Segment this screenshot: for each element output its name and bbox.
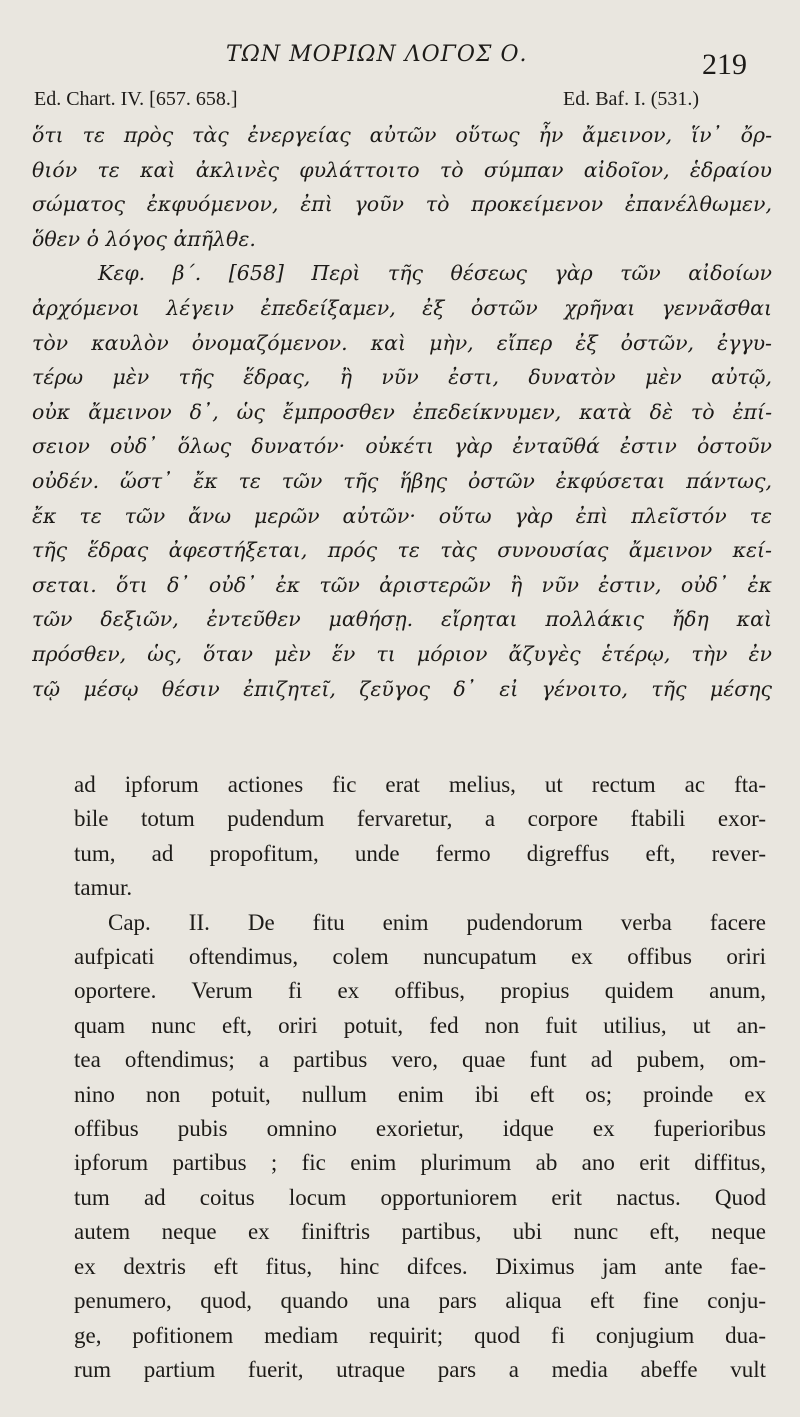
greek-line: Κεφ. β΄. [658] Περὶ τῆς θέσεως γὰρ τῶν αἰδοίων <box>98 261 772 286</box>
edition-reference-left: Ed. Chart. IV. [657. 658.] <box>34 88 238 110</box>
latin-line: penumero, quod, quando una pars aliqua eft fine conju- <box>74 1288 766 1314</box>
greek-line: οὐκ ἄμεινον δ᾽, ὡς ἔμπροσθεν ἐπεδείκνυμεν, κατὰ δὲ τὸ ἐπί- <box>32 399 772 424</box>
latin-line: ipforum partibus ; fic enim plurimum ab ano erit diffitus, <box>74 1150 766 1176</box>
latin-line: aufpicati oftendimus, colem nuncupatum ex offibus oriri <box>74 944 766 970</box>
greek-line: τῶν δεξιῶν, ἐντεῦθεν μαθήσῃ. εἴρηται πολλάκις ἤδη καὶ <box>32 607 772 632</box>
greek-line: τῷ μέσῳ θέσιν ἐπιζητεῖ, ζεῦγος δ᾽ εἰ γένοιτο, τῆς μέσης <box>32 676 772 701</box>
page-number: 219 <box>702 48 747 81</box>
greek-line: σώματος ἐκφυόμενον, ἐπὶ γοῦν τὸ προκείμενον ἐπανέλθωμεν, <box>32 192 772 217</box>
latin-line: tum ad coitus locum opportuniorem erit nactus. Quod <box>74 1184 766 1210</box>
running-head <box>0 38 800 81</box>
latin-line: rum partium fuerit, utraque pars a media abeffe vult <box>74 1356 766 1382</box>
edition-reference-right: Ed. Baf. I. (531.) <box>563 88 700 110</box>
latin-line: autem neque ex finiftris partibus, ubi nunc eft, neque <box>74 1219 766 1245</box>
greek-line: ἀρχόμενοι λέγειν ἐπεδείξαμεν, ἐξ ὀστῶν χρῆναι γεννᾶσθαι <box>32 295 772 320</box>
latin-line: tum, ad propofitum, unde fermo digreffus eft, rever- <box>74 840 766 866</box>
latin-line: ad ipforum actiones fic erat melius, ut rectum ac fta- <box>74 772 766 797</box>
latin-line: bile totum pudendum fervaretur, a corpore ftabili exor- <box>74 806 766 832</box>
greek-line: ἔκ τε τῶν ἄνω μερῶν αὐτῶν· οὕτω γὰρ ἐπὶ πλεῖστόν τε <box>32 503 772 528</box>
latin-line: quam nunc eft, oriri potuit, fed non fuit utilius, ut an- <box>74 1012 766 1038</box>
latin-line: tamur. <box>74 875 133 901</box>
greek-line: θιόν τε καὶ ἀκλινὲς φυλάττοιτο τὸ σύμπαν αἰδοῖον, ἑδραίου <box>32 157 772 182</box>
greek-line: τέρω μὲν τῆς ἕδρας, ἢ νῦν ἐστι, δυνατὸν μὲν αὐτῷ, <box>32 365 772 390</box>
latin-line: Cap. II. De fitu enim pudendorum verba facere <box>108 909 766 935</box>
greek-line: ὅθεν ὁ λόγος ἀπῆλθε. <box>32 226 256 251</box>
greek-line: πρόσθεν, ὡς, ὅταν μὲν ἕν τι μόριον ἄζυγὲς ἑτέρῳ, τὴν ἐν <box>32 641 772 666</box>
greek-line: οὐδέν. ὥστ᾽ ἔκ τε τῶν τῆς ἥβης ὀστῶν ἐκφύσεται πάντως, <box>32 468 772 493</box>
greek-line: τὸν καυλὸν ὀνομαζόμενον. καὶ μὴν, εἴπερ ἐξ ὀστῶν, ἐγγυ- <box>32 330 772 355</box>
greek-line: ὅτι τε πρὸς τὰς ἐνεργείας αὐτῶν οὕτως ἦν ἄμεινον, ἵν᾽ ὄρ- <box>32 123 772 147</box>
latin-line: ex dextris eft fitus, hinc difces. Diximus jam ante fae- <box>74 1253 766 1279</box>
latin-line: tea oftendimus; a partibus vero, quae funt ad pubem, om- <box>74 1047 766 1073</box>
latin-line: nino non potuit, nullum enim ibi eft os; proinde ex <box>74 1081 766 1107</box>
latin-text-block <box>74 768 766 1387</box>
latin-line: offibus pubis omnino exorietur, idque ex fuperioribus <box>74 1116 766 1142</box>
running-title: ΤΩΝ ΜΟΡΙΩΝ ΛΟΓΟΣ Ο. <box>226 42 528 67</box>
greek-line: τῆς ἕδρας ἀφεστήξεται, πρός τε τὰς συνουσίας ἄμεινον κεί- <box>32 538 772 563</box>
latin-line: oportere. Verum fi ex offibus, propius quidem anum, <box>74 978 766 1004</box>
greek-text-block <box>32 118 772 706</box>
latin-line: ge, pofitionem mediam requirit; quod fi conjugium dua- <box>74 1322 766 1348</box>
greek-line: σειον οὐδ᾽ ὅλως δυνατόν· οὐκέτι γὰρ ἐνταῦθά ἐστιν ὀστοῦν <box>32 434 772 459</box>
greek-line: σεται. ὅτι δ᾽ οὐδ᾽ ἐκ τῶν ἀριστερῶν ἢ νῦν ἐστιν, οὐδ᾽ ἐκ <box>32 572 772 597</box>
